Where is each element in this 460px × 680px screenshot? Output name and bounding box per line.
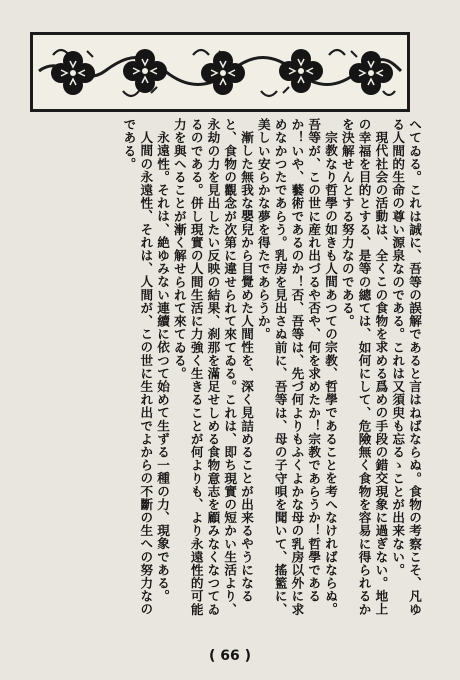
paragraph: へてゐる。これは誠に、吾等の誤解であると言はねばならぬ。食物の考察こそ、凡ゆる人間的生命の尊い源泉なのである。これは又須臾も忘るゝことが出来ない。 <box>390 118 422 616</box>
flower-icon <box>123 49 167 93</box>
decorative-banner <box>30 32 410 112</box>
paragraph: 永遠性。それは、絶ゆみない連續に依つて始めて生ずる一種の力、現象である。 <box>155 130 171 603</box>
paragraph: 宗教なり哲學の如きも人間あつての宗教、哲學であることを考へなければならぬ。吾等が、この世に産れ出づるや否や、何を求めたか！宗教であらうか！哲學であるか！いや、藝術であるのか！否、吾等は、先づ何よりもふくよかな母の乳房以外に求めなかつたであらう。乳房を見出さぬ前に、吾等は、母の子守唄を聞いて、搖籃に、美しい安らかな夢を得たであらうか。 <box>255 118 339 616</box>
paragraph: 人間の永遠性、それは、人間が、この世に生れ出でよからの不斷の生への努力なのである。 <box>121 118 154 616</box>
flower-icon <box>279 49 323 93</box>
article-body <box>60 118 422 618</box>
flower-icon <box>349 51 393 95</box>
page-number: ( 66 ) <box>208 648 252 664</box>
flower-icon <box>201 51 245 95</box>
flower-icon <box>51 51 95 95</box>
paragraph: 現代社会の活動は、全くこの食物を求める爲めの手段の錯交現象に過ぎない。地上の幸福を目的とする、是等の總ては、如何にして、危險無く食物を容易に得られるかを決解せんとする努力なのである。 <box>339 118 389 616</box>
paragraph: 漸した無我な嬰兒から目覺めた人間性を、深く見詰めることが出来るやうになると、食物の觀念が次第に違せられて來てゐる。これは、即ち現實の短かい生活より、永劫の力を見出したい反映の結果、刹那を滿足せしめる食物意志を顧みなくなつてゐるのである。併し現實の人間生活に力強く生きることが何よりも、より永遠性的可能力を與へることが漸く解せられて來てゐる。 <box>171 118 255 616</box>
